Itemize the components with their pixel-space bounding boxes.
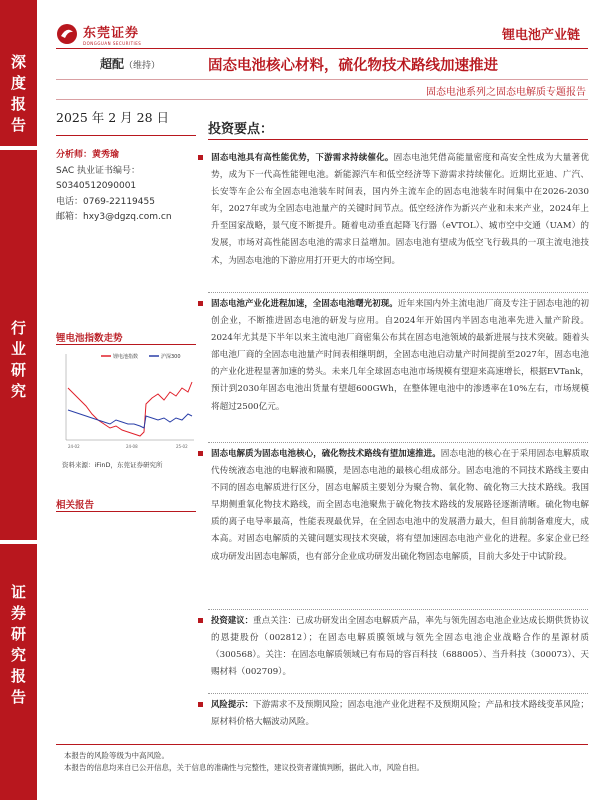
page-subtitle: 固态电池系列之固态电解质专题报告 bbox=[426, 87, 586, 98]
logo-name: 东莞证券 bbox=[83, 26, 140, 41]
chart-legend bbox=[101, 353, 181, 360]
header-rule bbox=[56, 48, 588, 49]
company-logo bbox=[56, 22, 141, 46]
bullet-icon bbox=[198, 301, 203, 306]
sidebar-label-securities: 证券研究报告 bbox=[10, 583, 26, 706]
series-line-2 bbox=[68, 410, 192, 428]
sidebar-label-depth: 深度报告 bbox=[10, 53, 26, 134]
bullet-icon bbox=[198, 155, 203, 160]
invest-point-5: 风险提示：下游需求不及预期风险；固态电池产业化进程不及预期风险；产品和技术路线变革风险；原材料价格大幅波动风险。 bbox=[211, 696, 589, 731]
subtitle-rule bbox=[56, 99, 588, 100]
divider-3 bbox=[208, 609, 588, 610]
chart-title-rule bbox=[56, 344, 196, 345]
series-line-1 bbox=[68, 382, 192, 436]
svg-text:24-08: 24-08 bbox=[126, 444, 138, 449]
legend-series1: 锂电池指数 bbox=[113, 354, 139, 360]
invest-title: 投资要点： bbox=[208, 122, 274, 137]
invest-point-2: 固态电池产业化进程加速，全固态电池曙光初现。近年来国内外主流电池厂商及专注于固态电池的初创企业，不断推进固态电池的研发与应用。自2024年开始国内半固态电池率先进入量产阶段。2024年尤其是下半年以来主流电池厂商密集公布其在固态电池领域的最新进展与技术突破。随着头部电池厂商的全固态电池量产时间表相继明朗，全固态电池启动量产时间提前至2027年，固态电池的产业化进程显著加速的势头。未来几年全球固态电池市场规模有望迎来高速增长，根据EVTank，预计到2030年固态电池出货量有望超600GWh，在整体锂电池中的渗透率在10%左右，市场规模将超过2500亿元。 bbox=[211, 295, 589, 416]
bullet-icon bbox=[198, 702, 203, 707]
legend-series2: 沪深300 bbox=[161, 354, 181, 360]
page-title: 固态电池核心材料，硫化物技术路线加速推进 bbox=[208, 58, 498, 74]
analyst-info: 分析师：黄秀瑜 SAC 执业证书编号： S0340512090001 电话：0769-22119455 邮箱：hxy3@dgzq.com.cn bbox=[56, 150, 172, 222]
related-rule bbox=[56, 511, 196, 512]
index-chart-title: 锂电池指数走势 bbox=[56, 333, 123, 344]
sidebar-gap-2 bbox=[0, 540, 37, 544]
invest-rule bbox=[208, 139, 588, 140]
svg-text:24-02: 24-02 bbox=[68, 444, 80, 449]
divider-1 bbox=[208, 292, 588, 293]
title-rule bbox=[56, 79, 588, 80]
divider-4 bbox=[208, 693, 588, 694]
date-rule bbox=[56, 135, 196, 136]
index-chart bbox=[56, 348, 198, 456]
invest-point-4: 投资建议：重点关注：已成功研发出全固态电解质产品，率先与领先固态电池企业达成长期供货协议的恩捷股份（002812）；在固态电解质膜领域与领先全固态电池企业战略合作的星源材质（300568）。关注：在固态电解质领域已有布局的容百科技（688005）、当升科技（300073）、天赐材料（002709）。 bbox=[211, 612, 589, 681]
footer-rule bbox=[56, 744, 588, 745]
bullet-icon bbox=[198, 451, 203, 456]
rating: 超配（维持） bbox=[100, 57, 161, 71]
logo-mark-icon bbox=[56, 23, 78, 45]
sidebar-gap-1 bbox=[0, 146, 37, 150]
bullet-icon bbox=[198, 618, 203, 623]
footer: 本报告的风险等级为中高风险。 本报告的信息均来自已公开信息，关于信息的准确性与完整性，建议投资者谨慎判断，据此入市，风险自担。 bbox=[64, 751, 424, 772]
svg-text:25-02: 25-02 bbox=[176, 444, 188, 449]
industry-label: 锂电池产业链 bbox=[501, 28, 580, 43]
logo-subtitle: DONGGUAN SECURITIES bbox=[83, 41, 142, 46]
report-date: 2025 年 2 月 28 日 bbox=[56, 110, 170, 125]
invest-point-1: 固态电池具有高性能优势，下游需求持续催化。固态电池凭借高能量密度和高安全性成为大量著优势，成为下一代高性能锂电池。新能源汽车和低空经济等下游需求持续催化。近期比亚迪、广汽、长安等车企公布全固态电池装车时间表，国内外主流车企的固态电池装车时间集中在2026-2030年，2027年或为全固态电池量产的关键时间节点。低空经济作为新兴产业和未来产业，2024年上升至国家战略，景气度不断提升。随着电动垂直起降飞行器（eVTOL）、城市空中交通（UAM）的发展，市场对高性能固态电池的需求日益增加。固态电池有望成为低空飞行载具的一项主流电池技术，为固态电池的下游应用打开更大的市场空间。 bbox=[211, 149, 589, 270]
invest-point-3: 固态电解质为固态电池核心，硫化物技术路线有望加速推进。固态电池的核心在于采用固态电解质取代传统液态电池的电解液和隔膜，是固态电池的最核心组成部分。固态电池的不同技术路线主要由不同的固态电解质进行区分，固态电解质主要划分为聚合物、氧化物、硫化物三大技术路线。我国早期侧重氧化物技术路线，而全固态电池聚焦于硫化物技术路线的发展路径逐渐清晰。硫化物电解质的离子电导率最高，性能表现最优异，在全固态电池中的发展潜力最大，但目前制备难度大，成本高。对固态电解质的关键问题实现技术突破，将有望加速固态电池产业化的进程。多家企业已经成功研发出固态电解质，也有部分企业成功研发出硫化物固态电解质，目前大多处于中试阶段。 bbox=[211, 445, 589, 566]
chart-source: 资料来源：iFinD，东莞证券研究所 bbox=[62, 461, 163, 469]
related-reports-title: 相关报告 bbox=[56, 500, 95, 511]
sidebar-label-industry: 行业研究 bbox=[10, 319, 26, 400]
divider-2 bbox=[208, 442, 588, 443]
